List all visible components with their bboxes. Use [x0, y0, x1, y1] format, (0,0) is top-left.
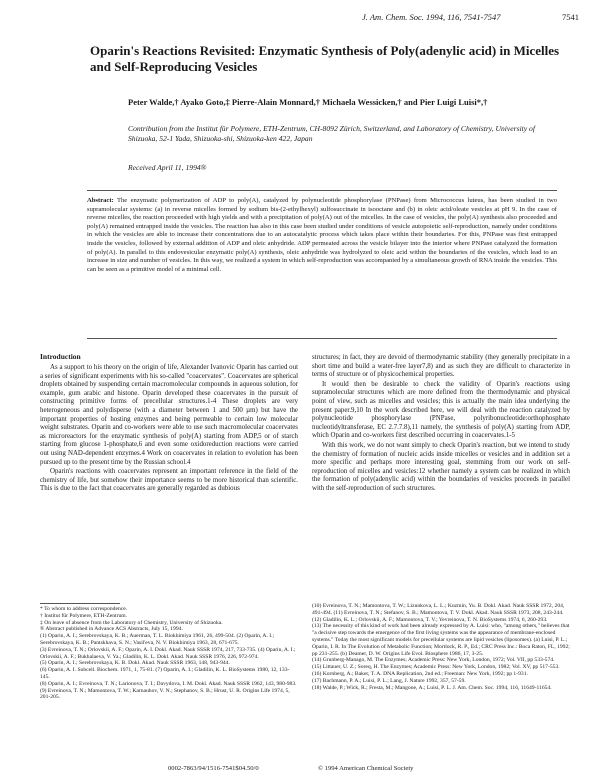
abstract-label: Abstract: [87, 197, 114, 204]
article-title: Oparin's Reactions Revisited: Enzymatic Synthesis of Poly(adenylic acid) in Micelles and Self-Reproducing Vesicles [90, 43, 560, 74]
received-date: Received April 11, 1994® [128, 163, 207, 172]
section-heading: Introduction [40, 352, 81, 361]
copyright: © 1994 American Chemical Society [318, 765, 414, 772]
right-column [312, 354, 570, 494]
abstract-top-rule [87, 190, 557, 191]
footnote: (5) Oparin, A. I.; Serebrovskaya, K. B. Dokl. Akad. Nauk SSSR 1963, 148, 943-944. [40, 660, 230, 667]
footnote: (9) Evreinova, T. N.; Mamontova, T. W.; Karnauhov, V. N.; Stephanov, S. B.; Hrust, U. R. Origins Life 1974, 5, 201-205. [40, 687, 290, 701]
journal-reference: J. Am. Chem. Soc. 1994, 116, 7541-7547 [362, 12, 501, 22]
footnote: ® Abstract published in Advance ACS Abstracts, July 15, 1994. [40, 626, 183, 633]
paragraph: structures; in fact, they are devoid of thermodynamic stability (they generally precipitate in a short time and build a water-free layer7,8) and as such they are difficult to characterize in terms of structure or of physicochemical properties. [312, 354, 570, 379]
footnote: (13) The necessity of this kind of work had been already expressed by A. Luisi: who, "among others," believes that "a decisive step towards the emergence of the first living systems was the appearance of membrane-enclosed systems." Today the most significant models for precellular systems are lipid vesicles (liposomes). (a) Luisi, P. L.; Oparin, I. R. In The Evolution of Metabolic Function; Mortlock, R. P., Ed.; CRC Press Inc.: Boca Raton, FL, 1992; pp 231-255. (b) Deamer, D. W. Origins Life Evol. Biosphere 1986, 17, 3-25. [312, 623, 570, 657]
paragraph: As a support to his theory on the origin of life, Alexander Ivanovic Oparin has carried out a series of significant experiments with his so-called "coacervates". Coacervates are spherical droplets obtained by suspending certain macromolecular compounds in aqueous solution, for example, gum arabic and histone. Oparin developed these coacervates in the pursuit of constructing primitive forms of precellular structures.1-4 These droplets are very heterogeneous and polydisperse (with a diameter between 1 and 500 µm) but have the important properties of hosting enzymes and being permeable to certain low molecular weight substrates. Oparin and co-workers were able to use such macromolecular coacervates as microreactors for the enzymatic synthesis of poly(A) starting from ADP,5 or of starch starting from glucose 1-phosphate,6 and even some oxidoreduction reactions were carried out using NAD-dependent enzymes.4 Work on coacervates in relation to evolution has been pursued up to the present time by the Russian school.4 [40, 364, 298, 466]
footnote: (18) Walde, P.; Wick, R.; Fresta, M.; Mangone, A.; Luisi, P. L. J. Am. Chem. Soc. 1994, 116, 11649-11654. [312, 684, 552, 691]
footnote: (8) Oparin, A. I.; Evreinova, T. N.; Larionova, T. I.; Davydova, I. M. Dokl. Akad. Nauk SSSR 1962, 143, 980-983. [40, 680, 297, 687]
footnote: (1) Oparin, A. I.; Serebrovskaya, K. B.; Auerman, T. L. Biokhimiya 1961, 26, 499-504. (2) Oparin, A. I.; Serebrovskaya, K. B.; Pantskhava, S. N.; Vasil'eva, N. V. Biokhimiya 1963, 28, 671-675. [40, 633, 275, 646]
footnote: (17) Bachmann, P. A.; Luisi, P. L.; Lang, J. Nature 1992, 357, 57-59. [312, 677, 466, 684]
abstract [87, 197, 557, 274]
abstract-text: The enzymatic polymerization of ADP to poly(A), catalyzed by polynucleotide phosphorylase (PNPase) from Micrococcus luteus, has been studied in two supramolecular systems: (a) in reverse micelles formed by sodium bis-(2-ethylhexyl) sulfosuccinate in isooctane and (b) in oleic acid/oleate vesicles at pH 9. In the case of reverse micelles, the reaction proceeded with high yields and with a precipitation of poly(A) out of the micelles. In the case of vesicles, the poly(A) synthesis also proceeded and poly(A) remained entrapped inside the vesicles. The reaction has also in this case been studied under conditions of vesicle autopoietic self-reproduction, namely under conditions in which the vesicles are able to increase their concentrations due to an autocatalytic process which takes place within their boundaries. For this, PNPase was first entrapped inside the vesicles, followed by external addition of ADP and oleic anhydride. ADP permeated across the vesicle bilayer into the interior where PNPase catalyzed the formation of poly(A). In parallel to this endovesicular enzymatic poly(A) synthesis, oleic anhydride was hydrolyzed to oleic acid within the boundaries of the vesicles, which lead to an increase in size and number of vesicles. In this way, we realized a system in which self-reproduction was accompanied by a simultaneous growth of RNA inside the vesicles. This can be seen as a primitive model of a minimal cell. [87, 197, 557, 273]
author-list: Peter Walde,† Ayako Goto,‡ Pierre-Alain Monnard,† Michaela Wessicken,† and Pier Luigi Luisi*,† [128, 97, 488, 107]
footnote: (3) Evreinova, T. N.; Orlovskii, A. F.; Oparin, A. I. Dokl. Akad. Nauk SSSR 1974, 217, 733-735. (4) Oparin, A. I.; Orlovskii, A. F.; Bukhalaeva, V. Ya.; Gladilin, K. L. Dokl. Akad. Nauk SSSR 1976, 226, 972-974. [40, 646, 296, 660]
abstract-bottom-rule [87, 338, 557, 339]
left-column [40, 364, 298, 494]
footnote: (10) Evreinova, T. N.; Mamontova, T. W.; Lizunkova, L. L.; Kuzmin, Yu. B. Dokl. Akad. Nauk SSSR 1972, 204, 491-494. (11) Evreinova, T. N.; Stefanov, S. B.; Mamontova, T. V. Dokl. Akad. Nauk SSSR 1973, 208, 243-244. (12) Gladilin, K. L.; Orlovskii, A. F.; Mamontova, T. V.; Yevreinova, T. N. BioSystems 1974, 6, 260-293. [312, 603, 565, 623]
footnote-rule [40, 603, 120, 604]
page-number: 7541 [562, 12, 579, 22]
footnote: (14) Grunberg-Manago, M. The Enzymes; Academic Press: New York, London, 1972; Vol. VII, pp 533-574. [312, 657, 555, 664]
paragraph: Oparin's reactions with coacervates represent an important reference in the field of the chemistry of life, but somehow their importance seems to be more historical than scientific. This is due to the fact that coacervates are generally regarded as dubious [40, 468, 298, 493]
footnote: (15) Littauer, U. Z.; Soreq, H. The Enzymes; Academic Press: New York, London, 1982; Vol. XV, pp 517-553. [312, 664, 560, 671]
right-footnotes [312, 603, 570, 691]
footnote: (16) Kornberg, A.; Baker, T. A. DNA Replication, 2nd ed.; Freeman: New York, 1992; pp 1-931. [312, 670, 528, 677]
paragraph: With this work, we do not want simply to check Oparin's reaction, but we intend to study the chemistry of formation of nucleic acids inside micelles or vesicles and in addition set a more specific and perhaps more interesting goal, stemming from our work on self-reproduction of micelles and vesicles:12 whether namely a system can be realized in which the formation of poly(adenylic acid) within the boundaries of vesicles proceeds in parallel with the self-reproduction of such structures. [312, 441, 570, 492]
footnote: (6) Oparin, A. I. Subcell. Biochem. 1971, 1, 75-81. (7) Oparin, A. I.; Gladilin, K. L. BioSystems 1980, 12, 133-145. [40, 667, 290, 680]
affiliation: Contribution from the Institut für Polymere, ETH-Zentrum, CH-8092 Zürich, Switzerland, and Laboratory of Chemistry, University of Shizuoka, 52-1 Yada, Shizuoka-shi, Shizuoka-ken 422, Japan [128, 124, 535, 143]
footnote: ‡ On leave of absence from the Laboratory of Chemistry, University of Shizuoka. [40, 619, 223, 626]
article-code: 0002-7863/94/1516-7541$04.50/0 [168, 765, 259, 772]
footnote: † Institut für Polymere, ETH-Zentrum. [40, 612, 127, 619]
paragraph: It would then be desirable to check the validity of Oparin's reactions using supramolecular structures which are more defined from the thermodynamic and physical point of view, such as micelles and vesicles; this is actually the main idea underlying the present paper.9,10 In the work described here, we will deal with the reaction catalyzed by polynucleotide phosphorylase (PNPase, polyribonucleotide:orthophosphate nucleotidyltransferase, EC 2.7.7.8),11 namely, the synthesis of poly(A) starting from ADP, which Oparin and co-workers first described occurring in coacervates.1-5 [312, 380, 570, 440]
left-footnotes [40, 606, 298, 701]
footnote: * To whom to address correspondence. [40, 606, 128, 612]
